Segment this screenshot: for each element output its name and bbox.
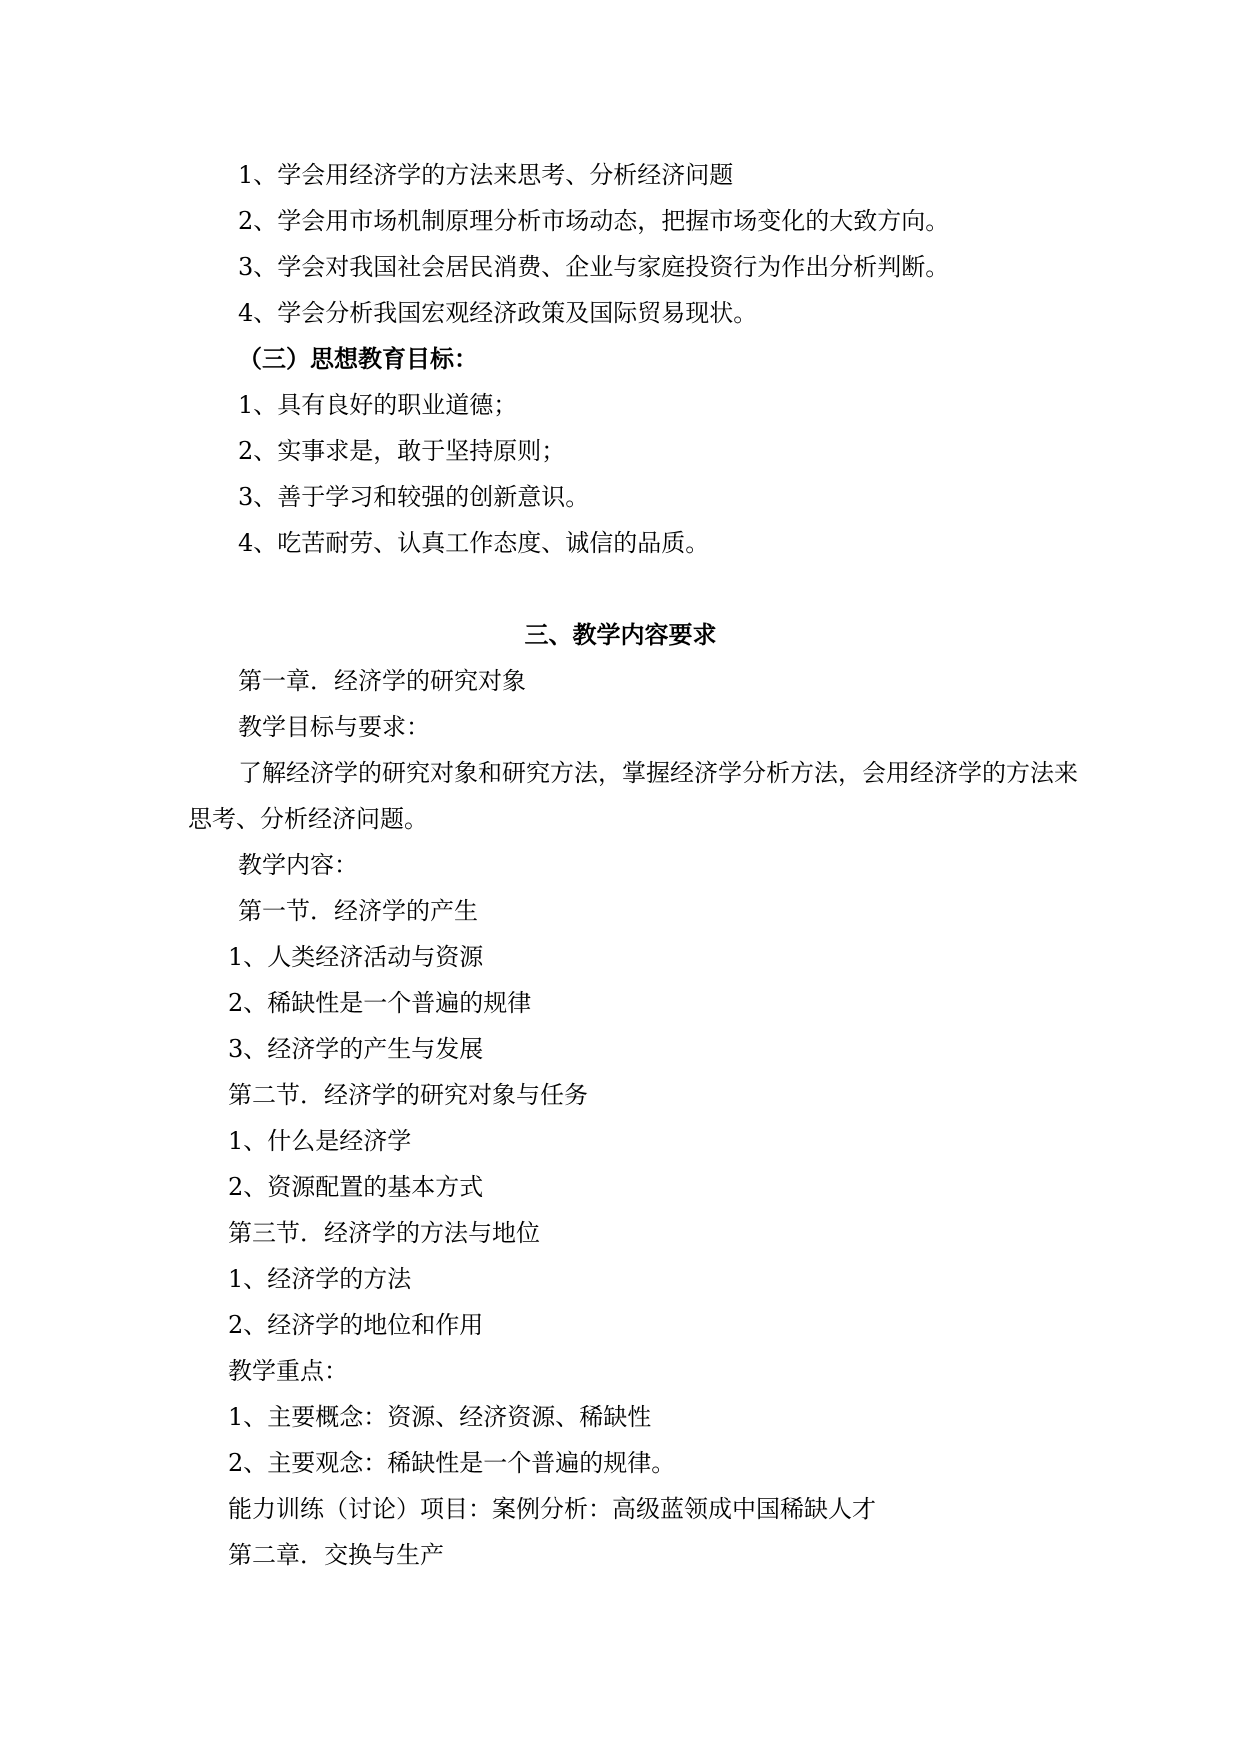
moral-goal-item: 4、吃苦耐劳、认真工作态度、诚信的品质。: [238, 529, 710, 557]
list-item: 2、资源配置的基本方式: [228, 1173, 484, 1201]
goals-text: 了解经济学的研究对象和研究方法，掌握经济学分析方法，会用经济学的方法来: [238, 759, 1078, 787]
chapter-title: 第二章．交换与生产: [228, 1541, 444, 1569]
training-project: 能力训练（讨论）项目：案例分析：高级蓝领成中国稀缺人才: [228, 1495, 876, 1523]
chapter-title: 第一章．经济学的研究对象: [238, 667, 526, 695]
section-heading: 第三节．经济学的方法与地位: [228, 1219, 540, 1247]
section-heading: 第一节．经济学的产生: [238, 897, 478, 925]
skills-goal-item: 2、学会用市场机制原理分析市场动态，把握市场变化的大致方向。: [238, 207, 950, 235]
moral-goal-item: 1、具有良好的职业道德；: [238, 391, 518, 419]
moral-goals-heading: （三）思想教育目标：: [238, 345, 478, 373]
goals-text-continued: 思考、分析经济问题。: [188, 805, 428, 833]
content-label: 教学内容：: [238, 851, 358, 879]
list-item: 1、人类经济活动与资源: [228, 943, 484, 971]
moral-goal-item: 3、善于学习和较强的创新意识。: [238, 483, 590, 511]
skills-goal-item: 3、学会对我国社会居民消费、企业与家庭投资行为作出分析判断。: [238, 253, 950, 281]
moral-goal-item: 2、实事求是，敢于坚持原则；: [238, 437, 566, 465]
list-item: 3、经济学的产生与发展: [228, 1035, 484, 1063]
section-heading: 第二节．经济学的研究对象与任务: [228, 1081, 588, 1109]
list-item: 1、什么是经济学: [228, 1127, 412, 1155]
list-item: 2、主要观念：稀缺性是一个普遍的规律。: [228, 1449, 676, 1477]
list-item: 2、经济学的地位和作用: [228, 1311, 484, 1339]
skills-goal-item: 1、学会用经济学的方法来思考、分析经济问题: [238, 161, 734, 189]
section-title: 三、教学内容要求: [524, 621, 717, 649]
key-points-label: 教学重点：: [228, 1357, 348, 1385]
skills-goal-item: 4、学会分析我国宏观经济政策及国际贸易现状。: [238, 299, 758, 327]
goals-label: 教学目标与要求：: [238, 713, 430, 741]
list-item: 1、主要概念：资源、经济资源、稀缺性: [228, 1403, 652, 1431]
list-item: 1、经济学的方法: [228, 1265, 412, 1293]
list-item: 2、稀缺性是一个普遍的规律: [228, 989, 532, 1017]
